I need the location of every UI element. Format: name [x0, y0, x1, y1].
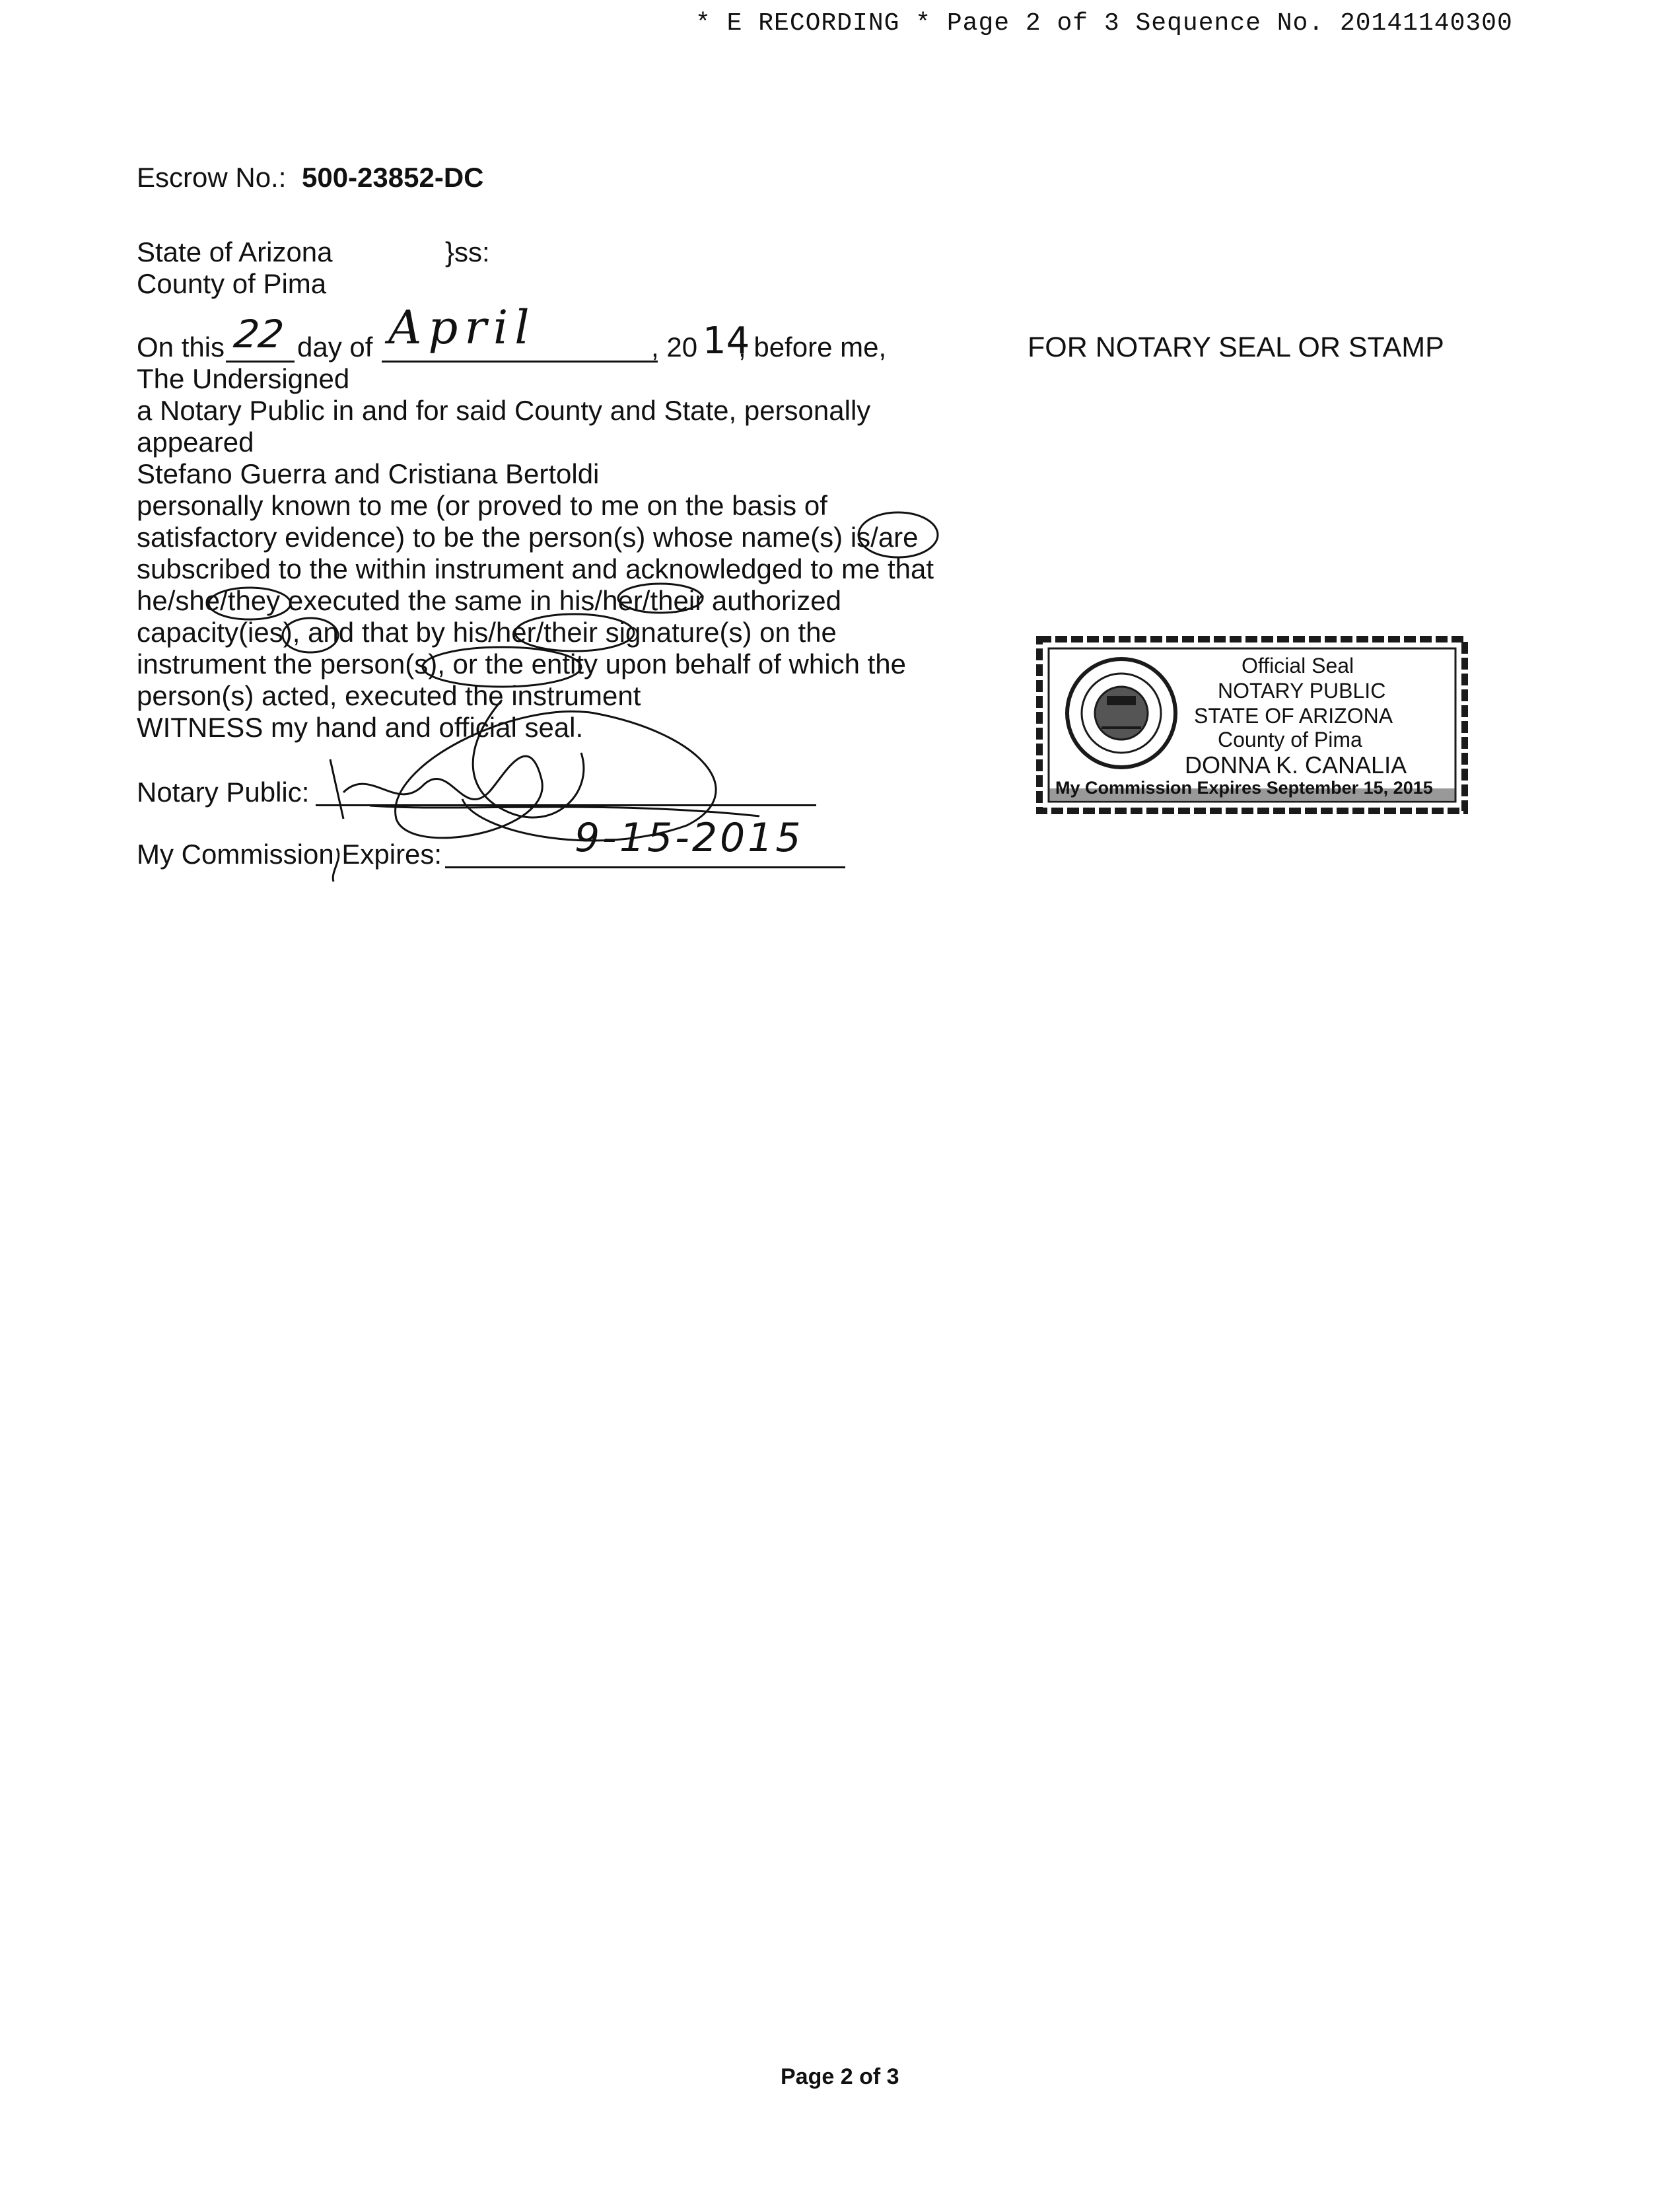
body-line-6: instrument the person(s), or the entity upon behalf of which the [137, 648, 906, 679]
venue-county: County of Pima [137, 268, 327, 299]
commission-label: My Commission Expires: [137, 839, 442, 870]
circle-their-1 [618, 584, 703, 613]
undersigned-text: The Undersigned [137, 363, 350, 394]
escrow-number: 500-23852-DC [302, 162, 484, 193]
stamp-line-6: My Commission Expires September 15, 2015 [1055, 778, 1433, 798]
stamp-line-3: STATE OF ARIZONA [1194, 704, 1393, 728]
on-this-label: On this [137, 331, 225, 363]
witness-line: WITNESS my hand and official seal. [137, 712, 584, 743]
circle-are [858, 512, 938, 557]
page-footer: Page 2 of 3 [781, 2064, 899, 2089]
notary-signature [330, 700, 759, 841]
stamp-line-4: County of Pima [1218, 728, 1362, 751]
body-line-5: capacity(ies), and that by his/her/their signature(s) on the [137, 617, 837, 648]
state-seal-icon [1067, 659, 1175, 767]
notary-line-1: a Notary Public in and for said County and State, personally [137, 395, 871, 426]
day-handwritten: 22 [231, 312, 287, 357]
notary-public-label: Notary Public: [137, 777, 310, 808]
circle-ies [283, 618, 338, 652]
before-me-label: , before me, [738, 331, 887, 363]
stamp-line-5: DONNA K. CANALIA [1185, 751, 1407, 779]
body-line-3: subscribed to the within instrument and acknowledged to me that [137, 553, 934, 584]
body-line-7: person(s) acted, executed the instrument [137, 680, 641, 711]
month-handwritten: April [388, 300, 536, 355]
signer-names: Stefano Guerra and Cristiana Bertoldi [137, 458, 600, 489]
stamp-line-1: Official Seal [1242, 654, 1354, 677]
stamp-line-2: NOTARY PUBLIC [1218, 679, 1386, 703]
scribble-expires [333, 849, 339, 882]
recording-header: * E RECORDING * Page 2 of 3 Sequence No. 20141140300 [695, 9, 1513, 38]
year-handwritten: 14 [703, 320, 750, 363]
circle-they [209, 588, 291, 619]
body-line-1: personally known to me (or proved to me on the basis of [137, 490, 827, 521]
commission-date-handwritten: 9-15-2015 [575, 815, 804, 861]
notary-line-2: appeared [137, 427, 254, 458]
venue-ss: }ss: [445, 236, 490, 267]
seal-area-label: FOR NOTARY SEAL OR STAMP [1028, 331, 1444, 363]
escrow-label: Escrow No.: [137, 162, 287, 193]
body-line-2: satisfactory evidence) to be the person(s) whose name(s) is/are [137, 522, 919, 553]
venue-state: State of Arizona [137, 236, 333, 267]
circle-her-their [515, 614, 634, 651]
notary-stamp [1035, 635, 1469, 815]
circle-entity [423, 647, 581, 687]
day-of-label: day of [297, 331, 373, 363]
body-line-4: he/she/they executed the same in his/her/their authorized [137, 585, 841, 616]
year-prefix: , 20 [651, 331, 698, 363]
